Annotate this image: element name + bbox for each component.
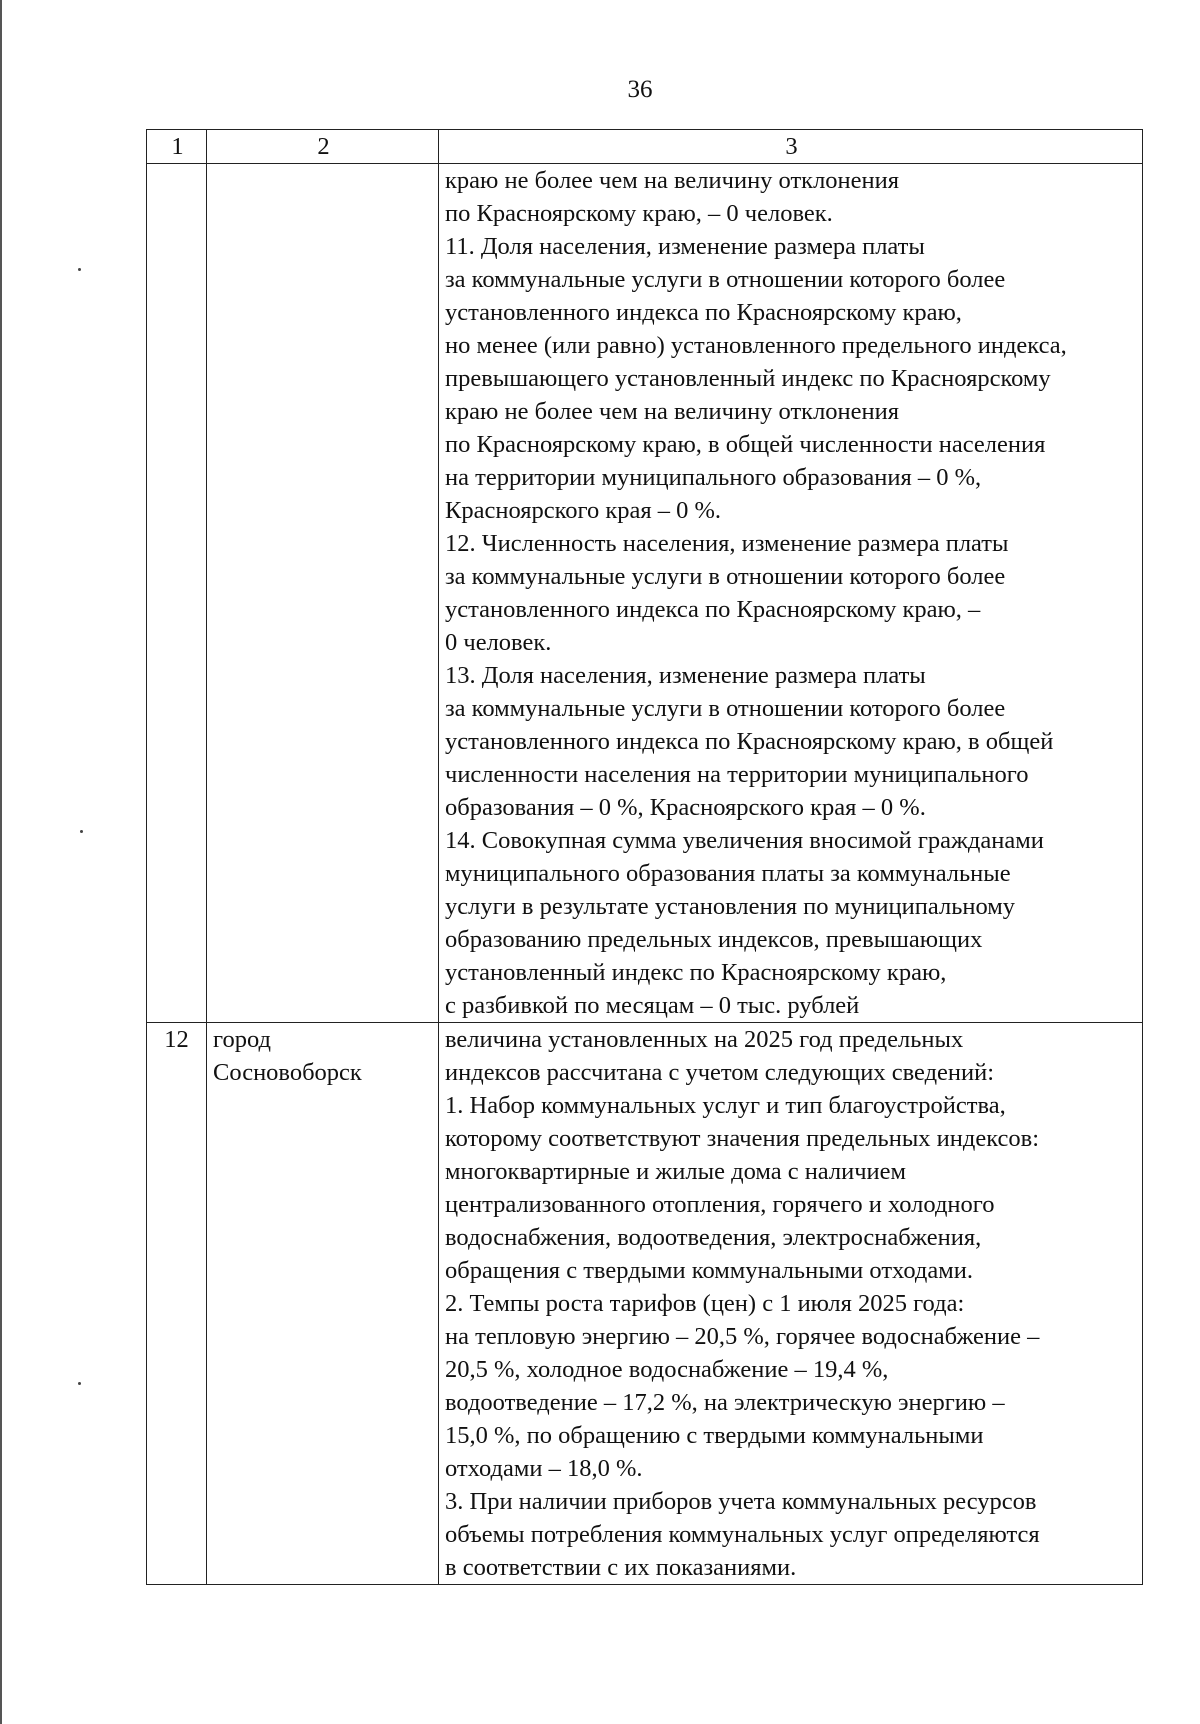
text-line: краю не более чем на величину отклонения — [445, 398, 900, 425]
text-line: муниципального образования платы за коммунальные — [445, 860, 1011, 887]
table-row — [147, 1023, 1143, 1585]
table-header-row — [147, 130, 1143, 164]
text-line: объемы потребления коммунальных услуг определяются — [445, 1521, 1040, 1548]
text-line: индексов рассчитана с учетом следующих сведений: — [445, 1059, 995, 1086]
text-line: образования – 0 %, Красноярского края – 0 %. — [445, 794, 926, 821]
indicator-text — [439, 1023, 1143, 1585]
text-line: установленного индекса по Красноярскому краю, — [445, 299, 962, 326]
table-row — [147, 164, 1143, 1023]
scan-speck — [78, 1382, 81, 1385]
text-line: Сосновоборск — [213, 1059, 362, 1086]
document-table — [146, 129, 1143, 1585]
text-line: 15,0 %, по обращению с твердыми коммунальными — [445, 1422, 984, 1449]
text-line: отходами – 18,0 %. — [445, 1455, 643, 1482]
text-line: многоквартирные и жилые дома с наличием — [445, 1158, 907, 1185]
municipality-name — [207, 164, 439, 1023]
text-line: за коммунальные услуги в отношении которого более — [445, 695, 1006, 722]
text-line: услуги в результате установления по муниципальному — [445, 893, 1016, 920]
text-line: с разбивкой по месяцам – 0 тыс. рублей — [445, 992, 860, 1019]
scan-speck — [80, 830, 83, 833]
text-line: за коммунальные услуги в отношении которого более — [445, 266, 1006, 293]
header-col-1: 1 — [147, 130, 207, 164]
text-line: обращения с твердыми коммунальными отходами. — [445, 1257, 973, 1284]
text-line: 20,5 %, холодное водоснабжение – 19,4 %, — [445, 1356, 889, 1383]
scan-speck — [78, 268, 81, 271]
row-number: 12 — [147, 1023, 207, 1585]
text-line: установленного индекса по Красноярскому краю, в общей — [445, 728, 1054, 755]
text-line: 13. Доля населения, изменение размера платы — [445, 662, 926, 689]
text-line: величина установленных на 2025 год предельных — [445, 1026, 964, 1053]
text-line: установленного индекса по Красноярскому краю, – — [445, 596, 981, 623]
text-line: 3. При наличии приборов учета коммунальных ресурсов — [445, 1488, 1037, 1515]
text-line: но менее (или равно) установленного предельного индекса, — [445, 332, 1067, 359]
text-line: численности населения на территории муниципального — [445, 761, 1029, 788]
text-line: за коммунальные услуги в отношении которого более — [445, 563, 1006, 590]
text-line: на тепловую энергию – 20,5 %, горячее водоснабжение – — [445, 1323, 1040, 1350]
scan-edge — [0, 0, 2, 1724]
row-number — [147, 164, 207, 1023]
text-line: водоотведение – 17,2 %, на электрическую энергию – — [445, 1389, 1005, 1416]
text-line: в соответствии с их показаниями. — [445, 1554, 797, 1581]
text-line: 14. Совокупная сумма увеличения вносимой гражданами — [445, 827, 1044, 854]
text-line: превышающего установленный индекс по Красноярскому — [445, 365, 1051, 392]
indicator-text — [439, 164, 1143, 1023]
text-line: Красноярского края – 0 %. — [445, 497, 722, 524]
text-line: 12. Численность населения, изменение размера платы — [445, 530, 1009, 557]
text-line: которому соответствуют значения предельных индексов: — [445, 1125, 1040, 1152]
text-line: 1. Набор коммунальных услуг и тип благоустройства, — [445, 1092, 1006, 1119]
text-line: краю не более чем на величину отклонения — [445, 167, 900, 194]
text-line: город — [213, 1026, 271, 1053]
header-col-3: 3 — [439, 130, 1143, 164]
municipality-name — [207, 1023, 439, 1585]
text-line: образованию предельных индексов, превышающих — [445, 926, 983, 953]
page-number: 36 — [627, 76, 653, 103]
text-line: 2. Темпы роста тарифов (цен) с 1 июля 2025 года: — [445, 1290, 965, 1317]
header-col-2: 2 — [207, 130, 439, 164]
text-line: 11. Доля населения, изменение размера платы — [445, 233, 925, 260]
text-line: водоснабжения, водоотведения, электроснабжения, — [445, 1224, 982, 1251]
text-line: по Красноярскому краю, в общей численности населения — [445, 431, 1046, 458]
text-line: 0 человек. — [445, 629, 552, 656]
text-line: на территории муниципального образования – 0 %, — [445, 464, 982, 491]
text-line: установленный индекс по Красноярскому краю, — [445, 959, 947, 986]
text-line: централизованного отопления, горячего и холодного — [445, 1191, 995, 1218]
text-line: по Красноярскому краю, – 0 человек. — [445, 200, 833, 227]
